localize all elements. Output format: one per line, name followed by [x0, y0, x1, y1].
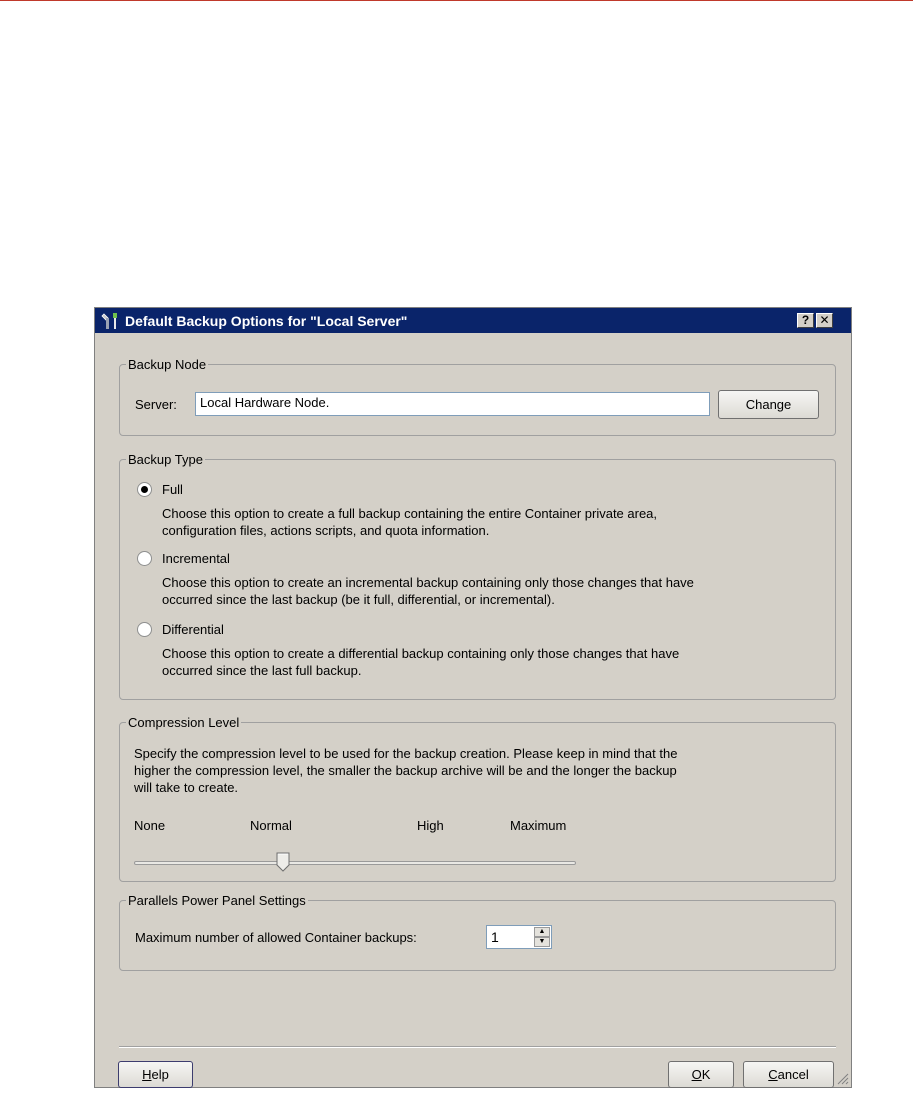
backup-type-legend: Backup Type: [128, 452, 203, 467]
radio-full[interactable]: [137, 482, 152, 497]
level-high-label: High: [417, 818, 444, 833]
radio-incremental[interactable]: [137, 551, 152, 566]
ok-button-label-rest: K: [701, 1067, 711, 1082]
cancel-button[interactable]: [743, 1061, 834, 1088]
compression-level-group: [119, 715, 836, 882]
max-backups-spinbox[interactable]: [486, 925, 552, 949]
ok-button-mnemonic: O: [691, 1067, 702, 1082]
top-accent-rule: [0, 0, 913, 1]
incremental-description-line1: Choose this option to create an incremental backup containing only those changes that have: [162, 575, 694, 590]
backup-type-group: [119, 452, 836, 700]
tools-icon: [101, 312, 121, 333]
dialog-title: Default Backup Options for "Local Server": [125, 313, 408, 329]
cancel-button-label-rest: ancel: [777, 1067, 809, 1082]
help-button-label-rest: elp: [151, 1067, 169, 1082]
spin-buttons: [534, 927, 550, 947]
differential-description-line1: Choose this option to create a differential backup containing only those changes that have: [162, 646, 680, 661]
incremental-description-line2: occurred since the last backup (be it full, differential, or incremental).: [162, 592, 555, 607]
full-description-line2: configuration files, actions scripts, and quota information.: [162, 523, 490, 538]
compression-level-legend: Compression Level: [128, 715, 240, 730]
compression-description-line2: higher the compression level, the smaller the backup archive will be and the longer the backup: [134, 763, 677, 778]
power-panel-settings-group: [119, 893, 836, 971]
help-button[interactable]: [118, 1061, 193, 1088]
ok-button[interactable]: [668, 1061, 734, 1088]
differential-description-line2: occurred since the last full backup.: [162, 663, 362, 678]
level-none-label: None: [134, 818, 166, 833]
radio-differential[interactable]: [137, 622, 152, 637]
radio-incremental-label[interactable]: Incremental: [162, 551, 230, 566]
level-maximum-label: Maximum: [510, 818, 567, 833]
spin-down-icon[interactable]: ▼: [534, 937, 550, 947]
title-help-button[interactable]: ?: [797, 313, 814, 328]
cancel-button-mnemonic: C: [768, 1067, 778, 1082]
server-label: Server:: [135, 397, 177, 412]
level-normal-label: Normal: [250, 818, 292, 833]
footer-separator: [119, 1046, 836, 1048]
max-backups-label: Maximum number of allowed Container backups:: [135, 930, 417, 945]
help-button-mnemonic: H: [142, 1067, 152, 1082]
backup-node-legend: Backup Node: [128, 357, 207, 372]
backup-node-group: [119, 357, 836, 436]
radio-full-label[interactable]: Full: [162, 482, 183, 497]
title-bar[interactable]: [95, 308, 851, 333]
power-panel-legend: Parallels Power Panel Settings: [128, 893, 306, 908]
compression-description-line3: will take to create.: [134, 780, 239, 795]
radio-differential-label[interactable]: Differential: [162, 622, 224, 637]
server-field[interactable]: Local Hardware Node.: [195, 392, 710, 416]
full-description-line1: Choose this option to create a full backup containing the entire Container private area,: [162, 506, 658, 521]
compression-slider-thumb[interactable]: [276, 852, 290, 872]
radio-full-selected-dot: [141, 486, 148, 493]
backup-options-dialog: [94, 307, 852, 1088]
change-button[interactable]: Change: [718, 390, 819, 419]
resize-grip-icon[interactable]: [836, 1072, 849, 1085]
title-close-button[interactable]: ✕: [816, 313, 833, 328]
compression-slider-track[interactable]: [134, 861, 576, 865]
max-backups-value[interactable]: 1: [491, 929, 499, 945]
spin-up-icon[interactable]: ▲: [534, 927, 550, 937]
compression-description-line1: Specify the compression level to be used for the backup creation. Please keep in mind that the: [134, 746, 678, 761]
